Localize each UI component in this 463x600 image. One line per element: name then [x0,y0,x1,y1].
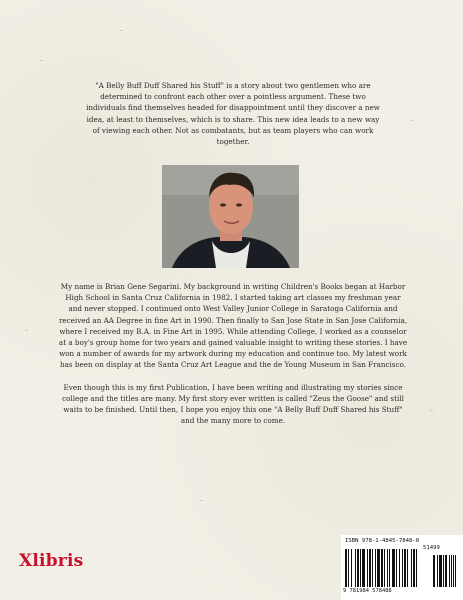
paper-fleck [430,410,433,411]
book-blurb: "A Belly Buff Duff Shared his Stuff" is a story about two gentlemen who are determined to confront each other over a pointless argument. These two individuals find themselves headed for disappointment until they discover a new idea, at least to themselves, which is to share. This new idea leads to a new way of viewing each other. Not as combatants, but as team players who can work together. [86,81,380,147]
author-portrait-illustration [162,165,299,268]
paper-fleck [410,120,413,121]
author-bio-paragraph: Even though this is my first Publication, I have been writing and illustrating my stories since college and the titles are many. My first story ever written is called "Zeus the Goose" and still waits to be finished. Until then, I hope you enjoy this one "A Belly Buff Duff Shared his Stuff" and the many more to come. [62,382,404,426]
paper-fleck [25,330,28,331]
author-bio [58,281,408,437]
publisher-logo: Xlibris [19,551,84,571]
isbn-barcode [341,535,463,600]
barcode-number: 9 781984 578488 [343,588,392,594]
author-photo [162,165,299,268]
author-bio-paragraph: My name is Brian Gene Segarini. My background in writing Children's Books began at Harbor High School in Santa Cruz California in 1982. I started taking art classes my freshman year and never stopped. I continued onto West Valley Junior College in Saratoga California and received an AA Degree in fine Art in 1990. Then finally to San Jose State in San Jose California, where I received my B.A. in Fine Art in 1995. While attending College, I worked as a counselor at a boy's group home for two years and gained valuable insight to writing these stories. I have won a number of awards for my artwork during my education and continue too. My latest work has been on display at the Santa Cruz Art League and the de Young Museum in San Francisco. [58,282,408,370]
isbn-label: ISBN 978-1-4845-7848-8 [345,538,420,544]
barcode-bars [345,549,459,589]
price-code: 51499 [423,545,440,551]
paper-fleck [120,30,123,31]
paper-fleck [200,500,203,501]
paper-fleck [40,60,43,61]
